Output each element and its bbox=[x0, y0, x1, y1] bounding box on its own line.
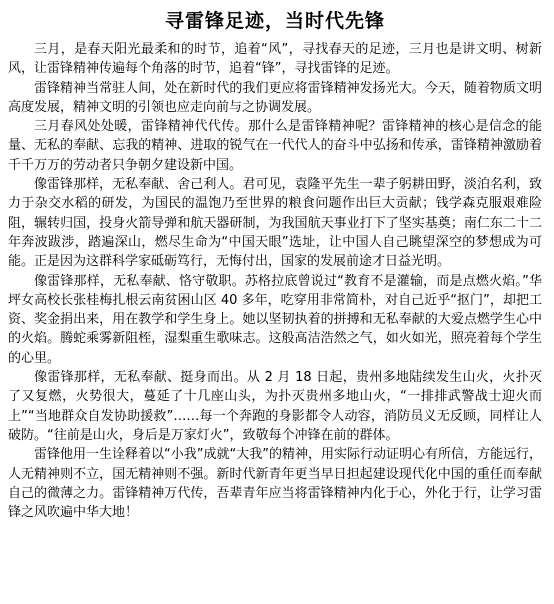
paragraph-1: 三月，是春天阳光最柔和的时节，追着“风”，寻找春天的足迹，三月也是讲文明、树新风，让雷锋精神传遍每个角落的时节，追着“锋”，寻找雷锋的足迹。 bbox=[8, 42, 542, 77]
paragraph-3: 三月春风处处暖，雷锋精神代代传。那什么是雷锋精神呢？雷锋精神的核心是信念的能量、无私的奉献、忘我的精神、进取的锐气在一代代人的奋斗中弘扬和传承，雷锋精神激励着千千万万的劳动者只争朝夕建设新中国。 bbox=[8, 119, 542, 173]
article-title: 寻雷锋足迹，当时代先锋 bbox=[164, 10, 385, 32]
paragraph-6: 像雷锋那样，无私奉献、挺身而出。从 2 月 18 日起，贵州多地陆续发生山火，火扑灭了又复燃，火势很大，蔓延了十几座山头，为扑灭贵州多地山火，“一排排武警战士迎火而上”“当地群众自发协助援救”……每一个奔跑的身影都令人动容，消防员义无反顾，同样让人破防。“往前是山火，身后是万家灯火”，致敬每个冲锋在前的群体。 bbox=[8, 370, 542, 443]
paragraph-4: 像雷锋那样，无私奉献、舍己利人。君可见，袁隆平先生一辈子躬耕田野，淡泊名利，致力于杂交水稻的研发，为国民的温饱乃至世界的粮食问题作出巨大贡献；钱学森克服艰难险阻，辗转归国，投身火箭导弹和航天器研制，为我国航天事业打下了坚实基奠；南仁东二十二年奔波跋涉，踏遍深山，燃尽生命为“中国天眼”选址，让中国人自己眺望深空的梦想成为可能。正是因为这群科学家砥砺笃行，无悔付出，国家的发展前途才日益光明。 bbox=[8, 177, 542, 270]
paragraph-5: 像雷锋那样，无私奉献、恪守敬职。苏格拉底曾说过“教育不是灌输，而是点燃火焰。”华坪女高校长张桂梅扎根云南贫困山区 40 多年，吃穿用非常简朴，对自己近乎“抠门”，却把工资、奖金捐出来，用在教学和学生身上。她以坚韧执着的拼搏和无私奉献的大爱点燃学生心中的火焰。腾蛇乘雾新阻桎，湿梨重生歌味志。这般高洁浩然之气，如火如光，照亮着每个学生的心里。 bbox=[8, 273, 542, 366]
paragraph-7: 雷锋他用一生诠释着以“小我”成就“大我”的精神，用实际行动证明心有所信，方能远行，人无精神则不立，国无精神则不强。新时代新青年更当早日担起建设现代化中国的重任而奉献自己的微薄之力。雷锋精神万代传，吾辈青年应当将雷锋精神内化于心，外化于行，让学习雷锋之风吹遍中华大地！ bbox=[8, 447, 542, 521]
paragraph-2: 雷锋精神当常驻人间，处在新时代的我们更应将雷锋精神发扬光大。今天，随着物质文明高度发展，精神文明的引领也应走向前与之协调发展。 bbox=[8, 80, 542, 115]
article-body bbox=[8, 40, 542, 522]
